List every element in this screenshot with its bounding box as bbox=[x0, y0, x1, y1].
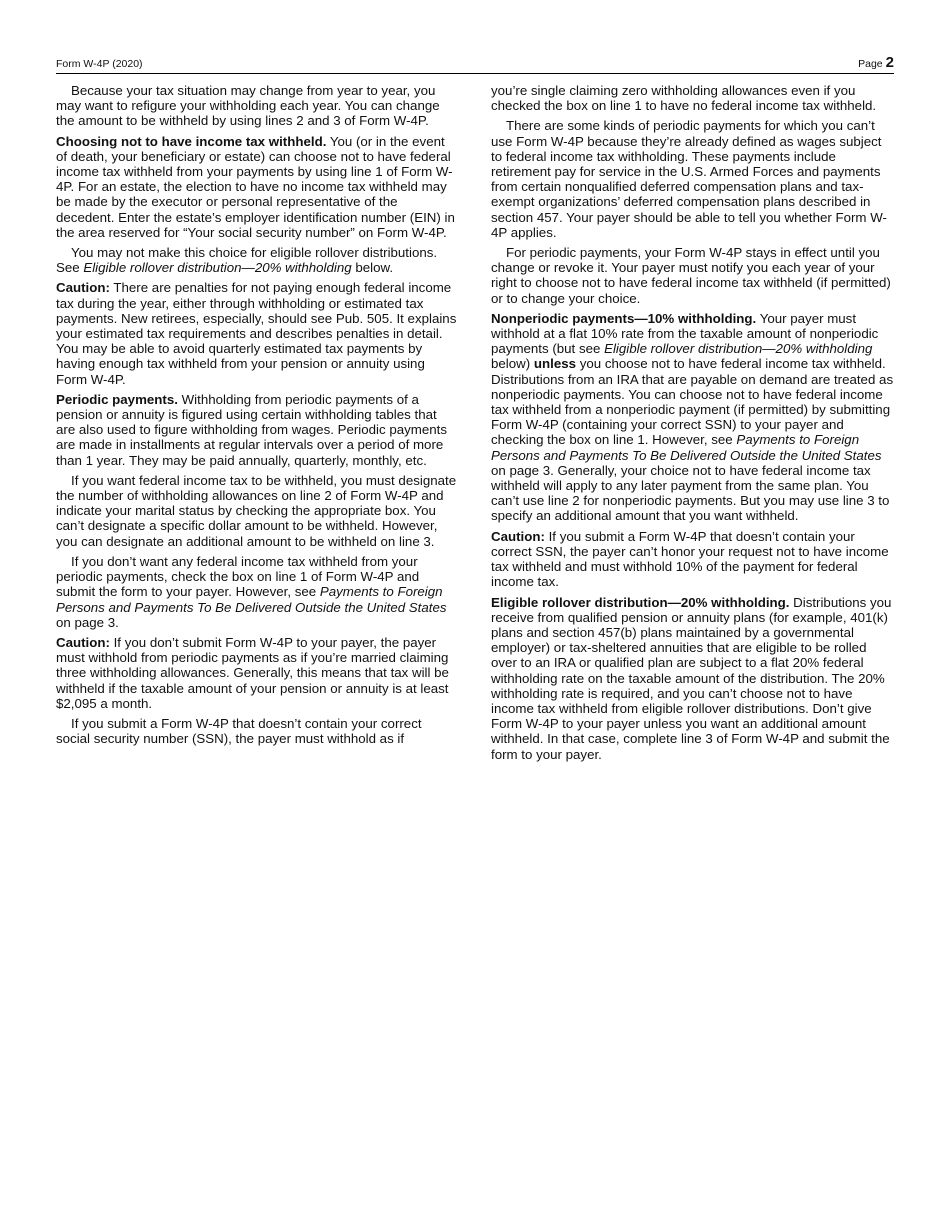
paragraph: You may not make this choice for eligible rollover distributions. See Eligible rollover distribution—20% withholding below. bbox=[56, 245, 438, 276]
form-id: Form W-4P (2020) bbox=[56, 58, 143, 70]
caution-label: Caution: bbox=[491, 528, 545, 544]
caution-paragraph: Caution: There are penalties for not paying enough federal income tax during the year, either through withholding or estimated tax payments. New retirees, especially, should see Pub. 505. It explains your estimated tax requirements and describes penalties in detail. You may be able to avoid quarterly estimated tax payments by having enough tax withheld from your pension or annuity using Form W-4P. bbox=[56, 280, 457, 387]
cross-reference: Payments to Foreign Persons and Payments To Be Delivered Outside the United States bbox=[56, 584, 447, 615]
page-number: 2 bbox=[885, 54, 894, 71]
paragraph: There are some kinds of periodic payments for which you can’t use Form W-4P because they’re already defined as wages subject to federal income tax withholding. These payments include retirement pay for service in the U.S. Armed Forces and payments from certain nonqualified deferred compensation plans and tax-exempt organizations’ deferred compensation plans described in section 457. Your payer should be able to tell you whether Form W-4P applies. bbox=[491, 118, 887, 240]
section-heading: Eligible rollover distribution—20% withholding. bbox=[491, 594, 790, 610]
emphasis: unless bbox=[533, 356, 576, 372]
paragraph: you’re single claiming zero withholding allowances even if you checked the box on line 1 to have no federal income tax withheld. bbox=[491, 83, 877, 114]
right-column bbox=[491, 83, 894, 767]
page-indicator bbox=[858, 54, 894, 71]
caution-paragraph: Caution: If you don’t submit Form W-4P to your payer, the payer must withhold from periodic payments as if you’re married claiming three withholding allowances. Generally, this means that tax will be withheld if the taxable amount of your pension or annuity is at least $2,095 a month. bbox=[56, 634, 449, 711]
page-header bbox=[56, 53, 894, 74]
paragraph: If you submit a Form W-4P that doesn’t contain your correct social security number (SSN), the payer must withhold as if bbox=[56, 715, 422, 747]
paragraph: If you don’t want any federal income tax withheld from your periodic payments, check the box on line 1 of Form W-4P and submit the form to your payer. However, see Payments to Foreign Persons and Payments To Be Delivered Outside the United States on page 3. bbox=[56, 553, 447, 630]
cross-reference: Eligible rollover distribution—20% withholding bbox=[83, 260, 352, 276]
paragraph: Choosing not to have income tax withheld. You (or in the event of death, your beneficiary or estate) can choose not to have federal income tax withheld from your payments by using line 1 of Form W-4P. For an estate, the election to have no income tax withheld may be made by the executor or personal representative of the decedent. Enter the estate’s employer identification number (EIN) in the area reserved for “Your social security number” on Form W-4P. bbox=[56, 133, 455, 240]
section-heading: Choosing not to have income tax withheld. bbox=[56, 133, 327, 149]
page-label: Page bbox=[858, 58, 883, 70]
paragraph: Nonperiodic payments—10% withholding. Your payer must withhold at a flat 10% rate from the taxable amount of nonperiodic payments (but see Eligible rollover distribution—20% withholding below) unless you choose not to have federal income tax withheld. Distributions from an IRA that are payable on demand are treated as nonperiodic payments. You can choose not to have federal income tax withheld from a nonperiodic payment (if permitted) by submitting Form W-4P (containing your correct SSN) to your payer and checking the box on line 1. However, see Payments to Foreign Persons and Payments To Be Delivered Outside the United States on page 3. Generally, your choice not to have federal income tax withheld will apply to any later payment from the same plan. You can’t use line 2 for nonperiodic payments. But you may use line 3 to specify an additional amount that you want withheld. bbox=[491, 310, 894, 524]
paragraph: If you want federal income tax to be withheld, you must designate the number of withholding allowances on line 2 of Form W-4P and indicate your marital status by checking the appropriate box. You can’t designate a specific dollar amount to be withheld. However, you can designate an additional amount to be withheld on line 3. bbox=[56, 472, 457, 549]
paragraph: For periodic payments, your Form W-4P stays in effect until you change or revoke it. Your payer must notify you each year of your right to choose not to have federal income tax withheld (if permitted) or to change your choice. bbox=[491, 245, 891, 306]
section-heading: Nonperiodic payments—10% withholding. bbox=[491, 310, 757, 326]
caution-label: Caution: bbox=[56, 634, 110, 650]
caution-label: Caution: bbox=[56, 280, 110, 296]
paragraph: Periodic payments. Withholding from periodic payments of a pension or annuity is figured using certain withholding tables that are also used to figure withholding from wages. Periodic payments are made in installments at regular intervals over a period of more than 1 year. They may be paid annually, quarterly, monthly, etc. bbox=[56, 391, 447, 468]
left-column bbox=[56, 83, 459, 751]
caution-paragraph: Caution: If you submit a Form W-4P that doesn’t contain your correct SSN, the payer can’t honor your request not to have income tax withheld and must withhold 10% of the payment for federal income tax. bbox=[491, 528, 889, 590]
cross-reference: Eligible rollover distribution—20% withholding bbox=[604, 341, 873, 357]
cross-reference: Payments to Foreign Persons and Payments To Be Delivered Outside the United States bbox=[491, 432, 882, 463]
section-heading: Periodic payments. bbox=[56, 391, 178, 407]
paragraph: Because your tax situation may change from year to year, you may want to refigure your withholding each year. You can change the amount to be withheld by using lines 2 and 3 of Form W-4P. bbox=[56, 83, 440, 129]
paragraph: Eligible rollover distribution—20% withholding. Distributions you receive from qualified pension or annuity plans (for example, 401(k) plans and section 457(b) plans maintained by a governmental employer) or tax-sheltered annuities that are eligible to be rolled over to an IRA or qualified plan are subject to a flat 20% federal withholding rate on the taxable amount of the distribution. The 20% withholding rate is required, and you can’t choose not to have income tax withheld from eligible rollover distributions. Don’t give Form W-4P to your payer unless you want an additional amount withheld. In that case, complete line 3 of Form W-4P and submit the form to your payer. bbox=[491, 594, 892, 762]
